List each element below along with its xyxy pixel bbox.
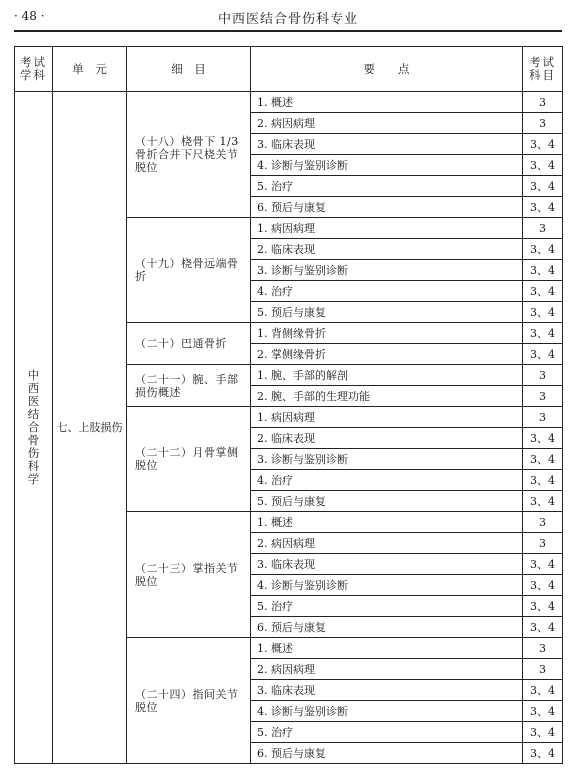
- point-cell: 1. 概述: [251, 512, 523, 533]
- level-cell: 3、4: [523, 428, 563, 449]
- column-header-unit: 单 元: [53, 47, 127, 92]
- item-cell: （二十二）月骨掌侧脱位: [127, 407, 251, 512]
- level-cell: 3、4: [523, 260, 563, 281]
- level-cell: 3、4: [523, 176, 563, 197]
- level-cell: 3、4: [523, 134, 563, 155]
- point-cell: 1. 概述: [251, 638, 523, 659]
- point-cell: 5. 治疗: [251, 176, 523, 197]
- point-cell: 5. 治疗: [251, 596, 523, 617]
- point-cell: 5. 预后与康复: [251, 491, 523, 512]
- item-cell: （二十三）掌指关节脱位: [127, 512, 251, 638]
- point-cell: 4. 诊断与鉴别诊断: [251, 575, 523, 596]
- point-cell: 6. 预后与康复: [251, 743, 523, 764]
- point-cell: 2. 病因病理: [251, 533, 523, 554]
- column-header-point: 要 点: [251, 47, 523, 92]
- item-cell: （二十四）指间关节脱位: [127, 638, 251, 764]
- level-cell: 3、4: [523, 449, 563, 470]
- point-cell: 3. 诊断与鉴别诊断: [251, 260, 523, 281]
- level-cell: 3、4: [523, 491, 563, 512]
- level-cell: 3、4: [523, 701, 563, 722]
- point-cell: 1. 腕、手部的解剖: [251, 365, 523, 386]
- point-cell: 2. 临床表现: [251, 428, 523, 449]
- level-cell: 3: [523, 365, 563, 386]
- subject-text: 中西医结合骨伤科学: [27, 368, 40, 486]
- level-cell: 3、4: [523, 680, 563, 701]
- level-cell: 3、4: [523, 197, 563, 218]
- point-cell: 2. 病因病理: [251, 113, 523, 134]
- point-cell: 4. 治疗: [251, 281, 523, 302]
- level-cell: 3、4: [523, 155, 563, 176]
- point-cell: 1. 背侧缘骨折: [251, 323, 523, 344]
- level-cell: 3、4: [523, 596, 563, 617]
- item-cell: （二十一）腕、手部损伤概述: [127, 365, 251, 407]
- level-cell: 3: [523, 407, 563, 428]
- level-cell: 3、4: [523, 743, 563, 764]
- table-body: [15, 92, 563, 764]
- point-cell: 2. 腕、手部的生理功能: [251, 386, 523, 407]
- level-cell: 3、4: [523, 575, 563, 596]
- point-cell: 4. 治疗: [251, 470, 523, 491]
- point-cell: 2. 掌侧缘骨折: [251, 344, 523, 365]
- point-cell: 2. 病因病理: [251, 659, 523, 680]
- point-cell: 4. 诊断与鉴别诊断: [251, 155, 523, 176]
- point-cell: 3. 临床表现: [251, 554, 523, 575]
- page-number: · 48 ·: [14, 9, 45, 23]
- level-cell: 3、4: [523, 554, 563, 575]
- point-cell: 1. 病因病理: [251, 407, 523, 428]
- level-cell: 3、4: [523, 617, 563, 638]
- unit-cell: 七、上肢损伤: [53, 92, 127, 764]
- column-header-level: 考试科目: [523, 47, 563, 92]
- level-cell: 3、4: [523, 323, 563, 344]
- point-cell: 1. 概述: [251, 92, 523, 113]
- point-cell: 6. 预后与康复: [251, 197, 523, 218]
- level-cell: 3: [523, 386, 563, 407]
- point-cell: 3. 临床表现: [251, 680, 523, 701]
- item-cell: （二十）巴通骨折: [127, 323, 251, 365]
- level-cell: 3: [523, 92, 563, 113]
- level-cell: 3: [523, 218, 563, 239]
- level-cell: 3、4: [523, 239, 563, 260]
- syllabus-table: [14, 46, 563, 764]
- subject-cell: [15, 92, 53, 764]
- level-cell: 3: [523, 659, 563, 680]
- table-header-row: [15, 47, 563, 92]
- level-cell: 3: [523, 533, 563, 554]
- level-cell: 3、4: [523, 281, 563, 302]
- table-row: [15, 92, 563, 113]
- point-cell: 4. 诊断与鉴别诊断: [251, 701, 523, 722]
- point-cell: 5. 预后与康复: [251, 302, 523, 323]
- level-cell: 3: [523, 113, 563, 134]
- column-header-item: 细 目: [127, 47, 251, 92]
- item-cell: （十九）桡骨远端骨折: [127, 218, 251, 323]
- point-cell: 2. 临床表现: [251, 239, 523, 260]
- point-cell: 5. 治疗: [251, 722, 523, 743]
- page-header: [14, 6, 562, 32]
- level-cell: 3、4: [523, 302, 563, 323]
- point-cell: 6. 预后与康复: [251, 617, 523, 638]
- level-cell: 3、4: [523, 722, 563, 743]
- point-cell: 1. 病因病理: [251, 218, 523, 239]
- level-cell: 3、4: [523, 344, 563, 365]
- column-header-subject: 考试学科: [15, 47, 53, 92]
- level-cell: 3: [523, 512, 563, 533]
- level-cell: 3: [523, 638, 563, 659]
- level-cell: 3、4: [523, 470, 563, 491]
- item-cell: （十八）桡骨下 1/3 骨折合并下尺桡关节脱位: [127, 92, 251, 218]
- point-cell: 3. 临床表现: [251, 134, 523, 155]
- book-title: 中西医结合骨伤科专业: [217, 12, 358, 27]
- point-cell: 3. 诊断与鉴别诊断: [251, 449, 523, 470]
